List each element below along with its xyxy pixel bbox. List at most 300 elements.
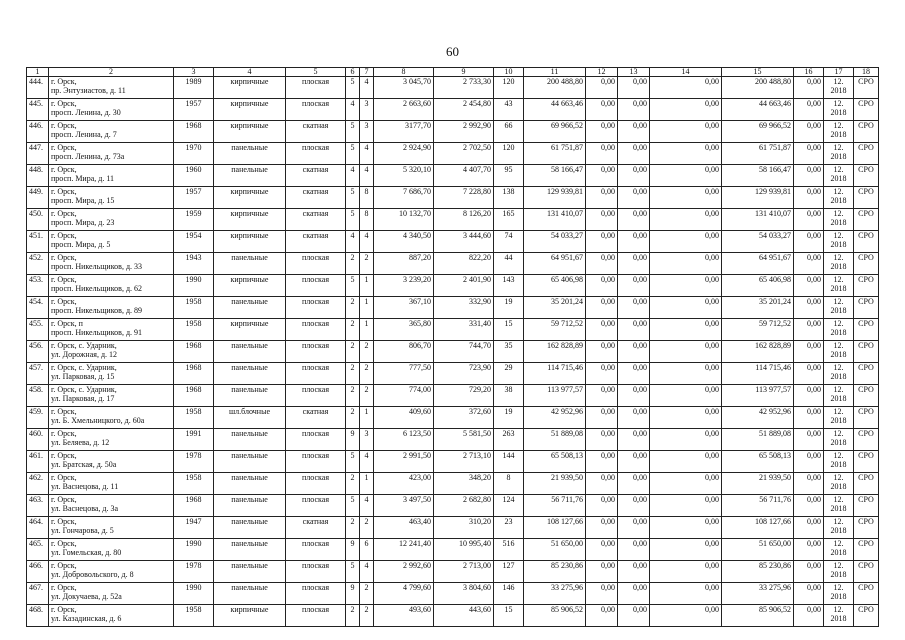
cost-col-15: 113 977,57 <box>722 385 794 407</box>
funding-source: СРО <box>854 231 879 253</box>
row-number: 460. <box>27 429 49 451</box>
address-cell <box>49 605 174 627</box>
completion-date <box>824 165 854 187</box>
cost-col-12: 0,00 <box>586 187 618 209</box>
residents-count: 165 <box>494 209 524 231</box>
living-area: 331,40 <box>434 319 494 341</box>
column-header-3: 3 <box>174 68 214 77</box>
total-area: 2 992,60 <box>374 561 434 583</box>
year-built: 1958 <box>174 473 214 495</box>
entrances-count: 2 <box>360 253 374 275</box>
cost-col-15: 54 033,27 <box>722 231 794 253</box>
cost-col-16: 0,00 <box>794 209 824 231</box>
cost-col-15: 114 715,46 <box>722 363 794 385</box>
residents-count: 38 <box>494 385 524 407</box>
address-cell <box>49 429 174 451</box>
address-street: просп. Мира, д. 15 <box>51 196 115 205</box>
cost-col-15: 42 952,96 <box>722 407 794 429</box>
cost-col-12: 0,00 <box>586 385 618 407</box>
page-number: 60 <box>446 44 459 59</box>
completion-month: 12. <box>833 605 844 614</box>
column-header-8: 8 <box>374 68 434 77</box>
completion-date <box>824 143 854 165</box>
cost-col-16: 0,00 <box>794 165 824 187</box>
wall-material: панельные <box>214 385 286 407</box>
cost-col-13: 0,00 <box>618 209 650 231</box>
table-row <box>27 253 879 275</box>
cost-col-13: 0,00 <box>618 77 650 99</box>
wall-material: кирпичные <box>214 605 286 627</box>
cost-col-16: 0,00 <box>794 473 824 495</box>
living-area: 310,20 <box>434 517 494 539</box>
entrances-count: 2 <box>360 363 374 385</box>
cost-col-12: 0,00 <box>586 253 618 275</box>
living-area: 4 407,70 <box>434 165 494 187</box>
total-cost: 85 906,52 <box>524 605 586 627</box>
cost-col-12: 0,00 <box>586 275 618 297</box>
completion-date <box>824 495 854 517</box>
total-area: 887,20 <box>374 253 434 275</box>
address-city: г. Орск, <box>51 561 77 570</box>
residents-count: 138 <box>494 187 524 209</box>
completion-date <box>824 473 854 495</box>
cost-col-16: 0,00 <box>794 297 824 319</box>
cost-col-16: 0,00 <box>794 385 824 407</box>
cost-col-15: 69 966,52 <box>722 121 794 143</box>
address-street: ул. Докучаева, д. 52а <box>51 592 122 601</box>
completion-month: 12. <box>833 363 844 372</box>
completion-year: 2018 <box>830 504 847 513</box>
address-cell <box>49 297 174 319</box>
roof-type: плоская <box>286 451 346 473</box>
completion-month: 12. <box>833 407 844 416</box>
column-header-2: 2 <box>49 68 174 77</box>
entrances-count: 2 <box>360 385 374 407</box>
address-cell <box>49 319 174 341</box>
total-cost: 33 275,96 <box>524 583 586 605</box>
cost-col-16: 0,00 <box>794 583 824 605</box>
cost-col-16: 0,00 <box>794 319 824 341</box>
year-built: 1968 <box>174 121 214 143</box>
cost-col-12: 0,00 <box>586 209 618 231</box>
address-city: г. Орск, <box>51 165 77 174</box>
cost-col-12: 0,00 <box>586 561 618 583</box>
entrances-count: 3 <box>360 99 374 121</box>
total-cost: 35 201,24 <box>524 297 586 319</box>
residents-count: 19 <box>494 407 524 429</box>
cost-col-13: 0,00 <box>618 583 650 605</box>
roof-type: плоская <box>286 99 346 121</box>
entrances-count: 1 <box>360 319 374 341</box>
total-area: 2 991,50 <box>374 451 434 473</box>
completion-month: 12. <box>833 561 844 570</box>
living-area: 822,20 <box>434 253 494 275</box>
completion-year: 2018 <box>830 460 847 469</box>
wall-material: панельные <box>214 341 286 363</box>
cost-col-16: 0,00 <box>794 539 824 561</box>
residents-count: 143 <box>494 275 524 297</box>
cost-col-13: 0,00 <box>618 275 650 297</box>
address-city: г. Орск, с. Ударник, <box>51 341 117 350</box>
table-row <box>27 121 879 143</box>
cost-col-14: 0,00 <box>650 121 722 143</box>
column-header-16: 16 <box>794 68 824 77</box>
cost-col-14: 0,00 <box>650 429 722 451</box>
address-street: ул. Дорожная, д. 12 <box>51 350 118 359</box>
address-cell <box>49 77 174 99</box>
living-area: 2 733,30 <box>434 77 494 99</box>
address-cell <box>49 275 174 297</box>
residents-count: 8 <box>494 473 524 495</box>
total-cost: 44 663,46 <box>524 99 586 121</box>
completion-month: 12. <box>833 275 844 284</box>
completion-date <box>824 429 854 451</box>
address-cell <box>49 451 174 473</box>
total-cost: 51 889,08 <box>524 429 586 451</box>
year-built: 1958 <box>174 297 214 319</box>
column-number-header-row <box>27 68 879 77</box>
roof-type: плоская <box>286 473 346 495</box>
roof-type: плоская <box>286 605 346 627</box>
floors-count: 4 <box>346 99 360 121</box>
address-city: г. Орск, <box>51 99 77 108</box>
table-row <box>27 429 879 451</box>
row-number: 453. <box>27 275 49 297</box>
cost-col-13: 0,00 <box>618 297 650 319</box>
living-area: 744,70 <box>434 341 494 363</box>
cost-col-15: 35 201,24 <box>722 297 794 319</box>
roof-type: плоская <box>286 253 346 275</box>
roof-type: плоская <box>286 143 346 165</box>
roof-type: скатная <box>286 517 346 539</box>
cost-col-12: 0,00 <box>586 363 618 385</box>
column-header-1: 1 <box>27 68 49 77</box>
completion-date <box>824 297 854 319</box>
living-area: 2 713,00 <box>434 561 494 583</box>
floors-count: 4 <box>346 231 360 253</box>
total-cost: 61 751,87 <box>524 143 586 165</box>
cost-col-15: 56 711,76 <box>722 495 794 517</box>
residents-count: 15 <box>494 319 524 341</box>
total-area: 6 123,50 <box>374 429 434 451</box>
address-city: г. Орск, <box>51 253 77 262</box>
completion-date <box>824 561 854 583</box>
living-area: 3 444,60 <box>434 231 494 253</box>
address-cell <box>49 121 174 143</box>
residents-count: 516 <box>494 539 524 561</box>
completion-month: 12. <box>833 319 844 328</box>
completion-month: 12. <box>833 451 844 460</box>
completion-year: 2018 <box>830 438 847 447</box>
address-street: просп. Никельщиков, д. 33 <box>51 262 143 271</box>
entrances-count: 8 <box>360 209 374 231</box>
address-street: пр. Энтузиастов, д. 11 <box>51 86 126 95</box>
total-cost: 65 508,13 <box>524 451 586 473</box>
entrances-count: 1 <box>360 297 374 319</box>
roof-type: скатная <box>286 209 346 231</box>
residents-count: 43 <box>494 99 524 121</box>
wall-material: кирпичные <box>214 209 286 231</box>
year-built: 1970 <box>174 143 214 165</box>
cost-col-14: 0,00 <box>650 517 722 539</box>
year-built: 1990 <box>174 275 214 297</box>
completion-date <box>824 583 854 605</box>
completion-year: 2018 <box>830 240 847 249</box>
living-area: 729,20 <box>434 385 494 407</box>
total-cost: 114 715,46 <box>524 363 586 385</box>
cost-col-13: 0,00 <box>618 341 650 363</box>
column-header-9: 9 <box>434 68 494 77</box>
wall-material: панельные <box>214 143 286 165</box>
cost-col-12: 0,00 <box>586 407 618 429</box>
funding-source: СРО <box>854 495 879 517</box>
cost-col-13: 0,00 <box>618 143 650 165</box>
cost-col-14: 0,00 <box>650 407 722 429</box>
cost-col-12: 0,00 <box>586 297 618 319</box>
address-city: г. Орск, <box>51 495 77 504</box>
cost-col-15: 51 889,08 <box>722 429 794 451</box>
address-city: г. Орск, <box>51 231 77 240</box>
roof-type: скатная <box>286 231 346 253</box>
residents-count: 95 <box>494 165 524 187</box>
cost-col-13: 0,00 <box>618 385 650 407</box>
total-area: 10 132,70 <box>374 209 434 231</box>
total-cost: 108 127,66 <box>524 517 586 539</box>
address-city: г. Орск, <box>51 539 77 548</box>
entrances-count: 4 <box>360 451 374 473</box>
cost-col-16: 0,00 <box>794 187 824 209</box>
cost-col-12: 0,00 <box>586 99 618 121</box>
floors-count: 2 <box>346 407 360 429</box>
year-built: 1990 <box>174 539 214 561</box>
entrances-count: 1 <box>360 407 374 429</box>
cost-col-12: 0,00 <box>586 451 618 473</box>
completion-date <box>824 187 854 209</box>
year-built: 1958 <box>174 407 214 429</box>
roof-type: плоская <box>286 561 346 583</box>
cost-col-14: 0,00 <box>650 275 722 297</box>
funding-source: СРО <box>854 275 879 297</box>
funding-source: СРО <box>854 77 879 99</box>
address-cell <box>49 407 174 429</box>
address-cell <box>49 253 174 275</box>
address-street: просп. Ленина, д. 7 <box>51 130 117 139</box>
floors-count: 5 <box>346 495 360 517</box>
address-cell <box>49 99 174 121</box>
funding-source: СРО <box>854 539 879 561</box>
completion-month: 12. <box>833 473 844 482</box>
cost-col-14: 0,00 <box>650 561 722 583</box>
cost-col-16: 0,00 <box>794 429 824 451</box>
housing-register-table <box>26 67 879 627</box>
cost-col-12: 0,00 <box>586 583 618 605</box>
floors-count: 5 <box>346 275 360 297</box>
roof-type: плоская <box>286 341 346 363</box>
year-built: 1968 <box>174 385 214 407</box>
completion-date <box>824 121 854 143</box>
cost-col-16: 0,00 <box>794 143 824 165</box>
funding-source: СРО <box>854 561 879 583</box>
total-cost: 129 939,81 <box>524 187 586 209</box>
cost-col-13: 0,00 <box>618 99 650 121</box>
living-area: 3 804,60 <box>434 583 494 605</box>
address-street: просп. Мира, д. 11 <box>51 174 115 183</box>
year-built: 1968 <box>174 495 214 517</box>
funding-source: СРО <box>854 363 879 385</box>
table-row <box>27 517 879 539</box>
cost-col-13: 0,00 <box>618 187 650 209</box>
completion-month: 12. <box>833 121 844 130</box>
living-area: 10 995,40 <box>434 539 494 561</box>
cost-col-13: 0,00 <box>618 231 650 253</box>
table-row <box>27 209 879 231</box>
funding-source: СРО <box>854 429 879 451</box>
wall-material: кирпичные <box>214 99 286 121</box>
total-cost: 58 166,47 <box>524 165 586 187</box>
cost-col-14: 0,00 <box>650 539 722 561</box>
row-number: 465. <box>27 539 49 561</box>
row-number: 468. <box>27 605 49 627</box>
wall-material: панельные <box>214 297 286 319</box>
address-city: г. Орск, <box>51 583 77 592</box>
cost-col-15: 61 751,87 <box>722 143 794 165</box>
cost-col-15: 51 650,00 <box>722 539 794 561</box>
total-cost: 56 711,76 <box>524 495 586 517</box>
floors-count: 2 <box>346 297 360 319</box>
total-area: 409,60 <box>374 407 434 429</box>
roof-type: плоская <box>286 319 346 341</box>
wall-material: панельные <box>214 253 286 275</box>
address-street: ул. Добровольского, д. 8 <box>51 570 134 579</box>
address-city: г. Орск, <box>51 605 77 614</box>
address-city: г. Орск, <box>51 209 77 218</box>
cost-col-13: 0,00 <box>618 363 650 385</box>
residents-count: 15 <box>494 605 524 627</box>
completion-date <box>824 363 854 385</box>
row-number: 452. <box>27 253 49 275</box>
total-area: 493,60 <box>374 605 434 627</box>
cost-col-14: 0,00 <box>650 99 722 121</box>
living-area: 5 581,50 <box>434 429 494 451</box>
cost-col-14: 0,00 <box>650 143 722 165</box>
address-street: просп. Мира, д. 5 <box>51 240 111 249</box>
address-street: просп. Никельщиков, д. 62 <box>51 284 143 293</box>
table-row <box>27 583 879 605</box>
cost-col-13: 0,00 <box>618 253 650 275</box>
floors-count: 2 <box>346 363 360 385</box>
address-cell <box>49 539 174 561</box>
roof-type: плоская <box>286 495 346 517</box>
wall-material: шл.блочные <box>214 407 286 429</box>
cost-col-13: 0,00 <box>618 407 650 429</box>
cost-col-13: 0,00 <box>618 495 650 517</box>
address-city: г. Орск, <box>51 429 77 438</box>
column-header-12: 12 <box>586 68 618 77</box>
address-city: г. Орск, <box>51 297 77 306</box>
total-area: 2 924,90 <box>374 143 434 165</box>
cost-col-13: 0,00 <box>618 451 650 473</box>
funding-source: СРО <box>854 253 879 275</box>
year-built: 1958 <box>174 605 214 627</box>
completion-date <box>824 231 854 253</box>
total-area: 3 239,20 <box>374 275 434 297</box>
cost-col-15: 200 488,80 <box>722 77 794 99</box>
cost-col-14: 0,00 <box>650 77 722 99</box>
residents-count: 127 <box>494 561 524 583</box>
address-street: ул. Гончарова, д. 5 <box>51 526 114 535</box>
funding-source: СРО <box>854 209 879 231</box>
completion-date <box>824 385 854 407</box>
total-area: 7 686,70 <box>374 187 434 209</box>
address-cell <box>49 165 174 187</box>
wall-material: панельные <box>214 429 286 451</box>
residents-count: 263 <box>494 429 524 451</box>
cost-col-14: 0,00 <box>650 253 722 275</box>
wall-material: панельные <box>214 539 286 561</box>
address-city: г. Орск, <box>51 473 77 482</box>
roof-type: скатная <box>286 187 346 209</box>
entrances-count: 2 <box>360 583 374 605</box>
floors-count: 5 <box>346 209 360 231</box>
residents-count: 44 <box>494 253 524 275</box>
row-number: 456. <box>27 341 49 363</box>
column-header-7: 7 <box>360 68 374 77</box>
roof-type: плоская <box>286 297 346 319</box>
address-city: г. Орск, с. Ударник, <box>51 363 117 372</box>
year-built: 1960 <box>174 165 214 187</box>
completion-date <box>824 209 854 231</box>
completion-date <box>824 517 854 539</box>
living-area: 2 682,80 <box>434 495 494 517</box>
table-row <box>27 99 879 121</box>
completion-month: 12. <box>833 187 844 196</box>
cost-col-13: 0,00 <box>618 539 650 561</box>
wall-material: панельные <box>214 495 286 517</box>
living-area: 443,60 <box>434 605 494 627</box>
funding-source: СРО <box>854 451 879 473</box>
cost-col-15: 59 712,52 <box>722 319 794 341</box>
completion-month: 12. <box>833 209 844 218</box>
completion-year: 2018 <box>830 196 847 205</box>
address-city: г. Орск, <box>51 517 77 526</box>
total-cost: 42 952,96 <box>524 407 586 429</box>
cost-col-15: 21 939,50 <box>722 473 794 495</box>
total-area: 3 497,50 <box>374 495 434 517</box>
completion-year: 2018 <box>830 350 847 359</box>
living-area: 348,20 <box>434 473 494 495</box>
completion-date <box>824 319 854 341</box>
address-cell <box>49 209 174 231</box>
completion-year: 2018 <box>830 284 847 293</box>
total-area: 3 045,70 <box>374 77 434 99</box>
cost-col-12: 0,00 <box>586 165 618 187</box>
cost-col-16: 0,00 <box>794 275 824 297</box>
completion-year: 2018 <box>830 570 847 579</box>
year-built: 1959 <box>174 209 214 231</box>
address-street: ул. Казадинская, д. 6 <box>51 614 122 623</box>
entrances-count: 4 <box>360 165 374 187</box>
total-cost: 131 410,07 <box>524 209 586 231</box>
column-header-6: 6 <box>346 68 360 77</box>
total-area: 5 320,10 <box>374 165 434 187</box>
floors-count: 2 <box>346 473 360 495</box>
table-row <box>27 187 879 209</box>
table-row <box>27 231 879 253</box>
entrances-count: 8 <box>360 187 374 209</box>
row-number: 446. <box>27 121 49 143</box>
wall-material: панельные <box>214 451 286 473</box>
row-number: 450. <box>27 209 49 231</box>
